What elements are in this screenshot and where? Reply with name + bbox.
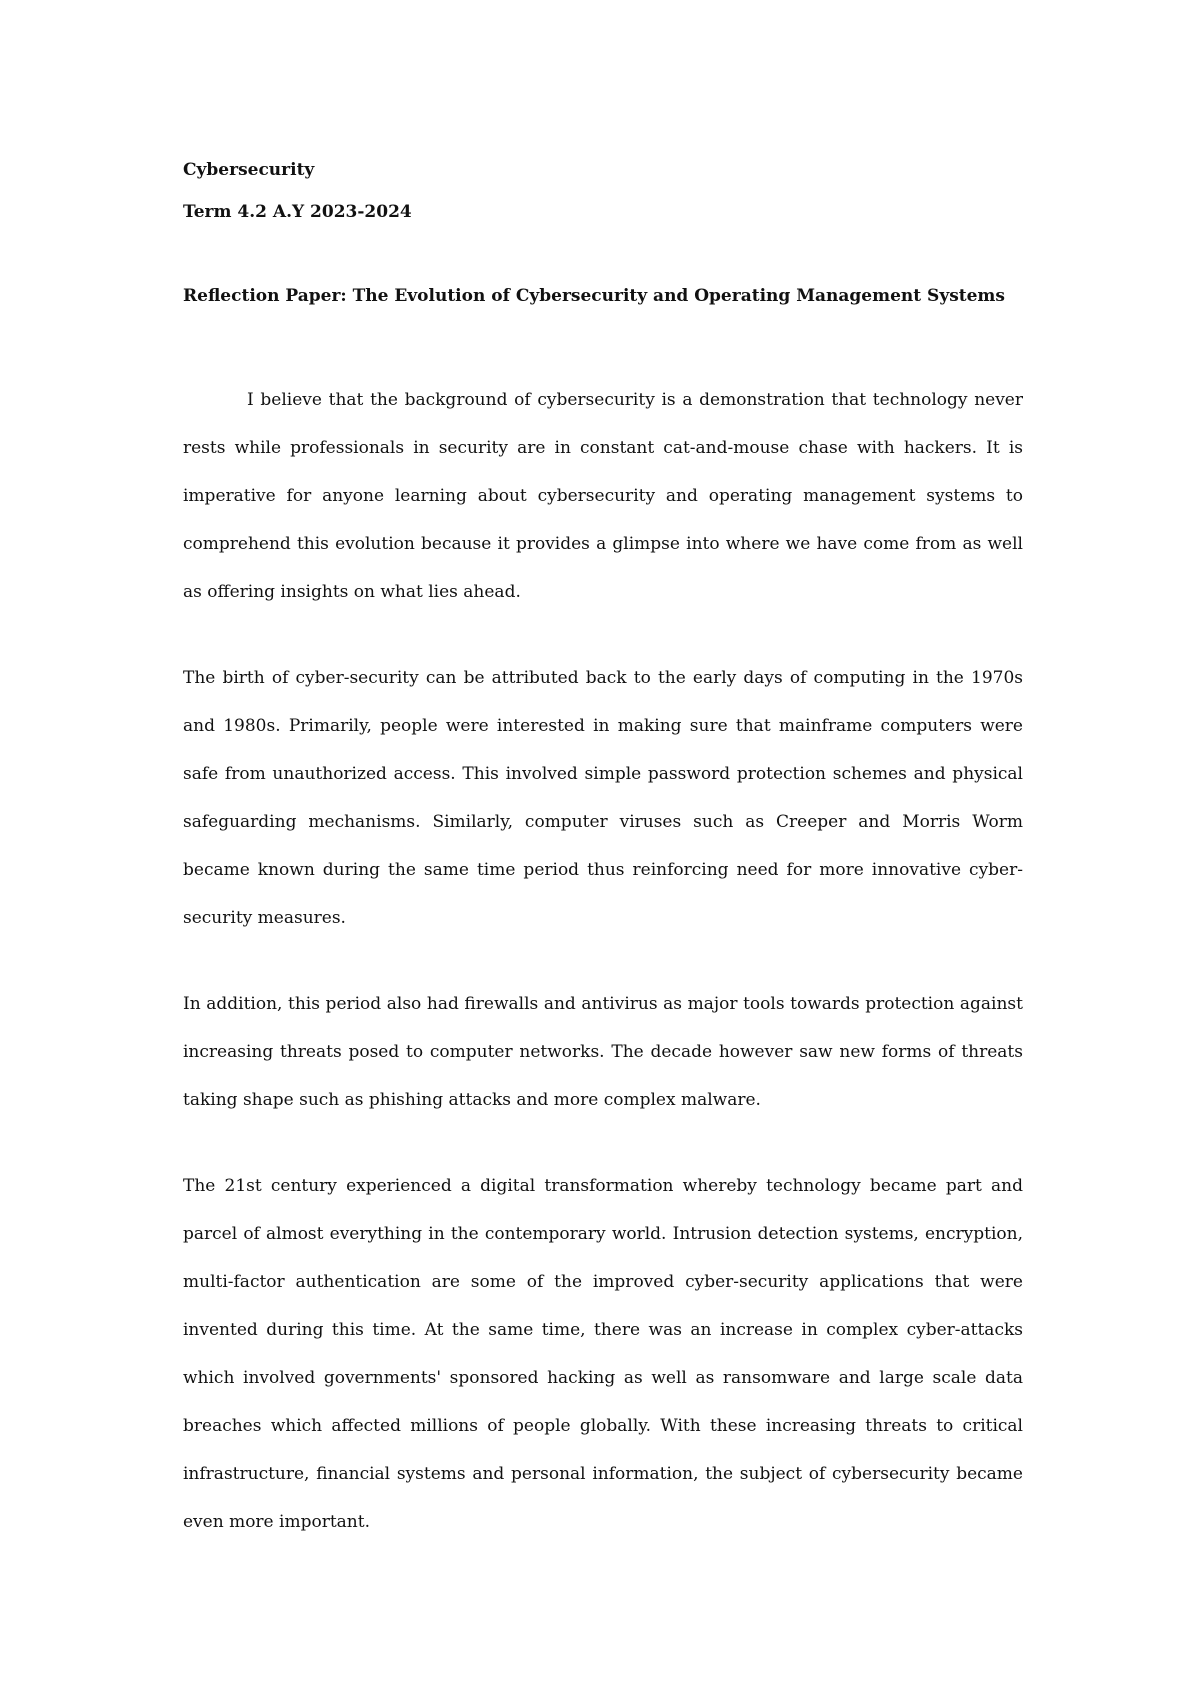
paragraph-intro: I believe that the background of cybersecurity is a demonstration that technology never rests while professionals in security are in constant cat-and-mouse chase with hackers. It is imperative for anyone learning about cybersecurity and operating management systems to comprehend this evolution because it provides a glimpse into where we have come from as well as offering insights on what lies ahead. <box>183 390 1023 602</box>
paragraph-21st-century: The 21st century experienced a digital transformation whereby technology became part and parcel of almost everything in the contemporary world. Intrusion detection systems, encryption, multi-factor authentication are some of the improved cyber-security applications that were invented during this time. At the same time, there was an increase in complex cyber-attacks which involved governments' sponsored hacking as well as ransomware and large scale data breaches which affected millions of people globally. With these increasing threats to critical infrastructure, financial systems and personal information, the subject of cybersecurity became even more important. <box>183 1176 1023 1532</box>
term-label: Term 4.2 A.Y 2023-2024 <box>183 202 412 222</box>
paragraph-firewalls: In addition, this period also had firewalls and antivirus as major tools towards protection against increasing threats posed to computer networks. The decade however saw new forms of threats taking shape such as phishing attacks and more complex malware. <box>183 994 1023 1110</box>
document-body <box>183 158 1023 1584</box>
paper-title: Reflection Paper: The Evolution of Cybersecurity and Operating Management Systems <box>183 286 1005 306</box>
paragraph-origins: The birth of cyber-security can be attributed back to the early days of computing in the 1970s and 1980s. Primarily, people were interested in making sure that mainframe computers were safe from unauthorized access. This involved simple password protection schemes and physical safeguarding mechanisms. Similarly, computer viruses such as Creeper and Morris Worm became known during the same time period thus reinforcing need for more innovative cyber-security measures. <box>183 668 1023 928</box>
course-name: Cybersecurity <box>183 160 315 180</box>
